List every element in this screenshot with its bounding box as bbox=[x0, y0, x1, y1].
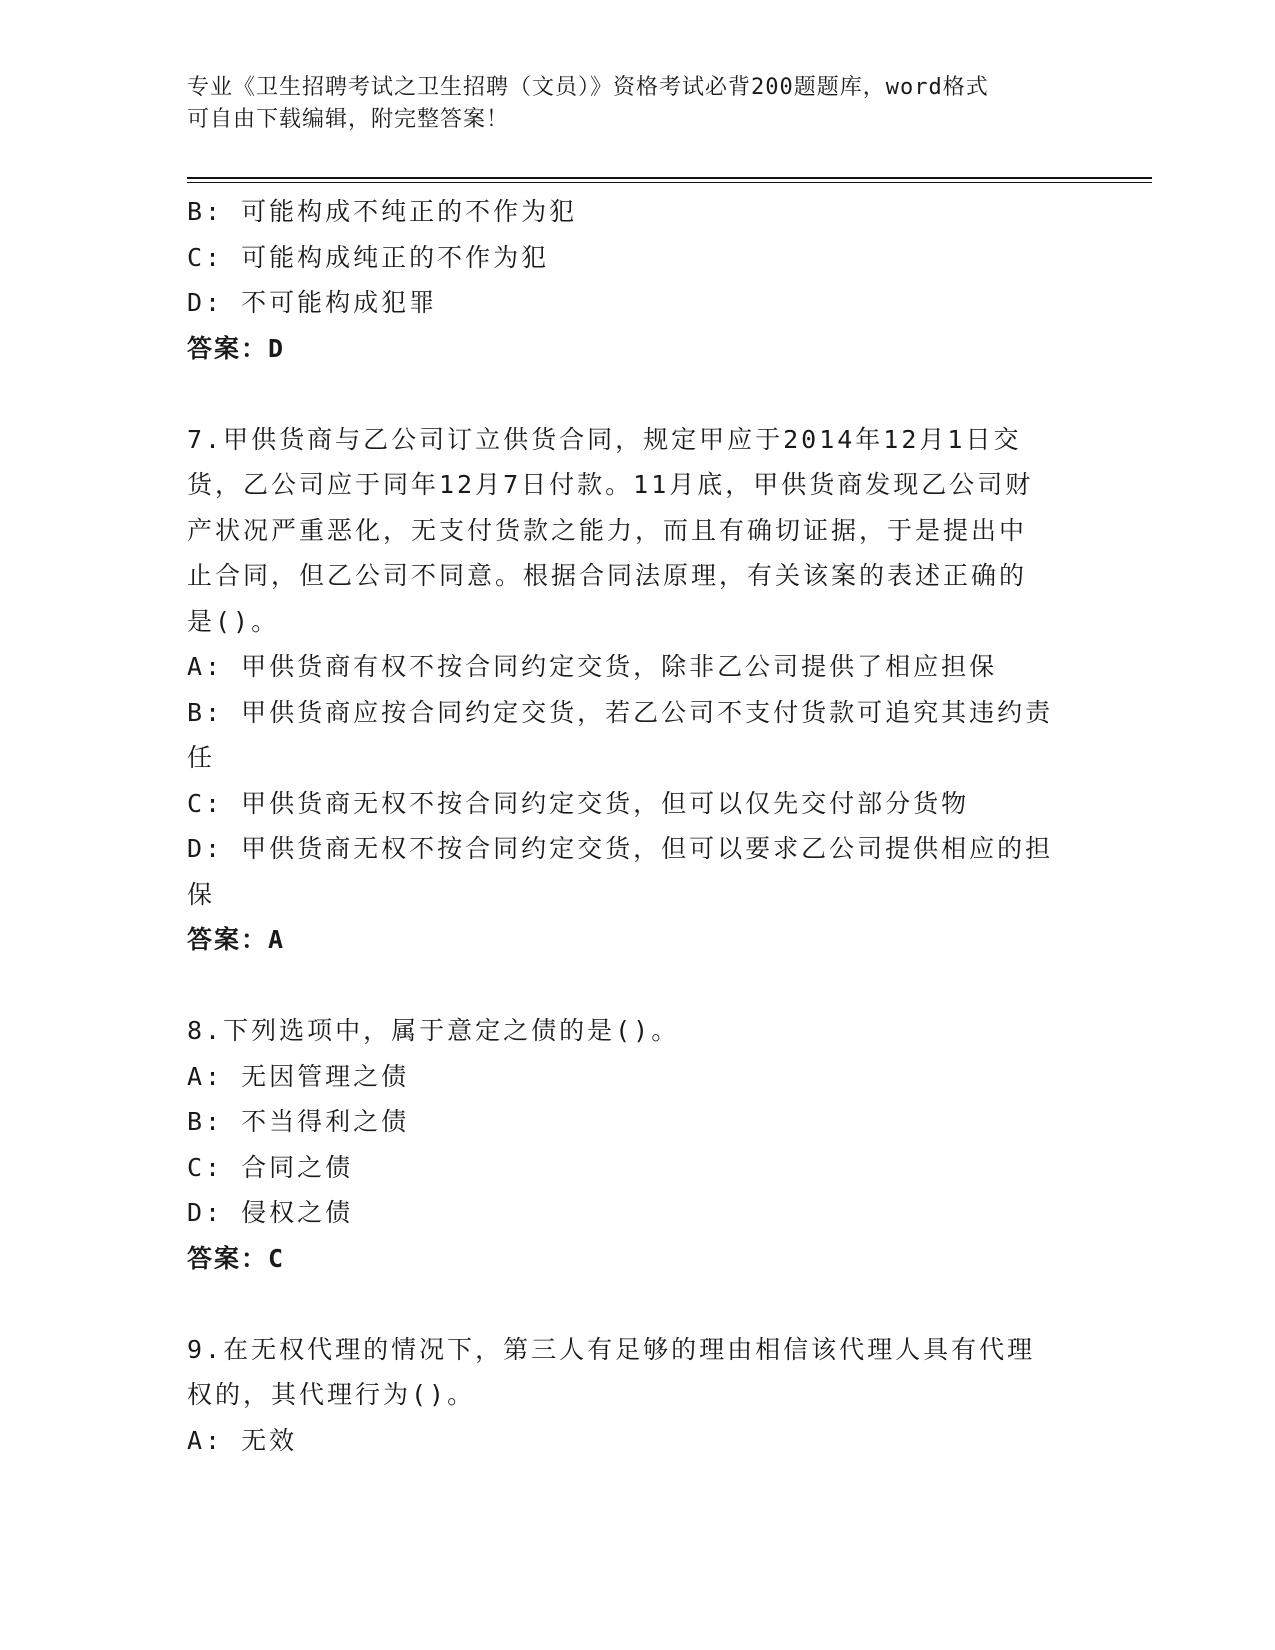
option-b-continued: 任 bbox=[187, 743, 216, 772]
option-c: C: 可能构成纯正的不作为犯 bbox=[187, 242, 550, 272]
option-d: D: 侵权之债 bbox=[187, 1198, 354, 1227]
header-divider bbox=[187, 177, 1152, 179]
option-c: C: 甲供货商无权不按合同约定交货，但可以仅先交付部分货物 bbox=[187, 788, 970, 818]
answer: 答案：D bbox=[187, 333, 286, 363]
question-stem-line: 产状况严重恶化，无支付货款之能力，而且有确切证据，于是提出中 bbox=[187, 515, 1028, 545]
spacer bbox=[187, 1281, 1087, 1327]
question-stem-line: 8.下列选项中，属于意定之债的是()。 bbox=[187, 1016, 680, 1045]
spacer bbox=[187, 371, 1087, 417]
question-stem-line: 货，乙公司应于同年12月7日付款。11月底，甲供货商发现乙公司财 bbox=[187, 470, 1034, 499]
header-line-1: 专业《卫生招聘考试之卫生招聘（文员）》资格考试必背200题题库，word格式 bbox=[187, 75, 989, 100]
option-d: D: 不可能构成犯罪 bbox=[187, 288, 438, 317]
option-b: B: 不当得利之债 bbox=[187, 1107, 410, 1136]
header-line-2: 可自由下载编辑，附完整答案！ bbox=[187, 107, 510, 132]
document-header bbox=[187, 72, 1087, 136]
question-8 bbox=[187, 1008, 1087, 1281]
option-a: A: 无因管理之债 bbox=[187, 1061, 410, 1091]
option-b: B: 可能构成不纯正的不作为犯 bbox=[187, 197, 578, 226]
option-b: B: 甲供货商应按合同约定交货，若乙公司不支付货款可追究其违约责 bbox=[187, 697, 1054, 727]
option-d-continued: 保 bbox=[187, 879, 216, 909]
option-c: C: 合同之债 bbox=[187, 1152, 354, 1182]
question-stem-line: 是()。 bbox=[187, 606, 280, 636]
question-stem-line: 止合同，但乙公司不同意。根据合同法原理，有关该案的表述正确的 bbox=[187, 561, 1028, 590]
question-9 bbox=[187, 1327, 1087, 1464]
question-7 bbox=[187, 417, 1087, 963]
question-stem-line: 9.在无权代理的情况下，第三人有足够的理由相信该代理人具有代理 bbox=[187, 1334, 1036, 1364]
option-a: A: 无效 bbox=[187, 1425, 298, 1455]
answer: 答案：A bbox=[187, 925, 286, 954]
option-d: D: 甲供货商无权不按合同约定交货，但可以要求乙公司提供相应的担 bbox=[187, 834, 1054, 863]
question-list bbox=[187, 189, 1087, 1463]
header-divider-thin bbox=[187, 182, 1152, 183]
spacer bbox=[187, 963, 1087, 1009]
option-a: A: 甲供货商有权不按合同约定交货，除非乙公司提供了相应担保 bbox=[187, 652, 998, 681]
question-stem-line: 7.甲供货商与乙公司订立供货合同，规定甲应于2014年12月1日交 bbox=[187, 424, 1022, 454]
question-6 bbox=[187, 189, 1087, 371]
question-stem-line: 权的，其代理行为()。 bbox=[187, 1380, 476, 1409]
answer: 答案：C bbox=[187, 1243, 286, 1273]
